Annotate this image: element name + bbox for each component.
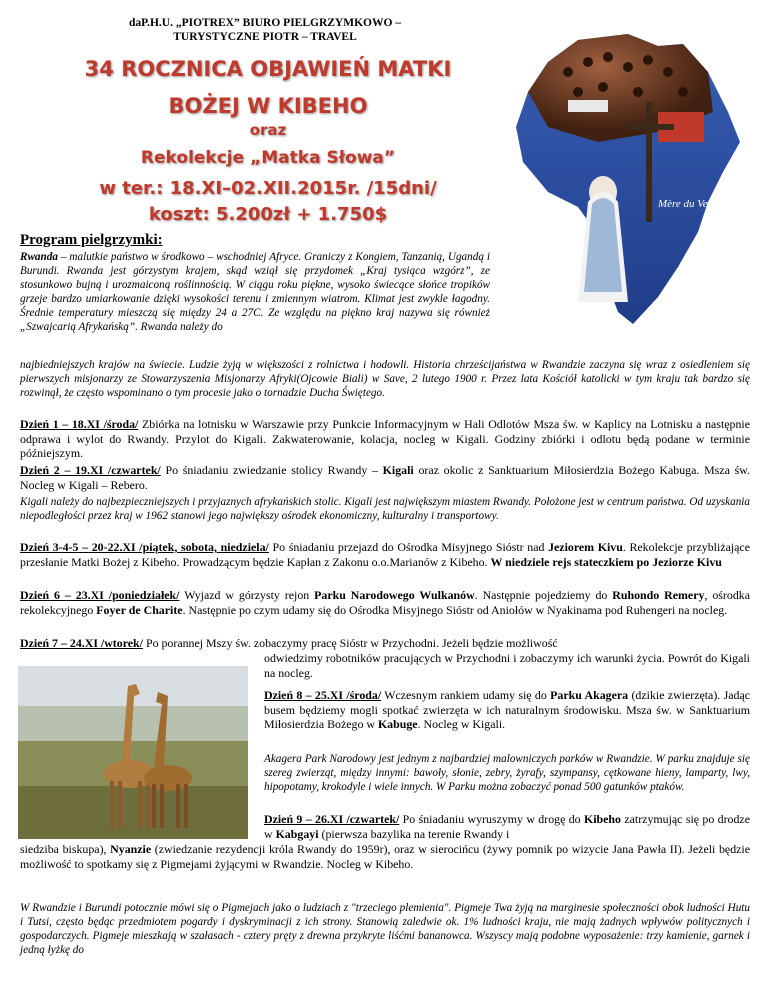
day-2-text-b: oraz okolic z Sanktuarium Miłosierdzia Bożego Kabuga. Msza św. Nocleg w Kigali – Rebero. xyxy=(20,463,750,492)
agency-header xyxy=(20,16,510,44)
day-7-label: Dzień 7 – 24.XI /wtorek/ xyxy=(20,636,143,650)
image-caption: Mère du Verbe xyxy=(658,198,723,210)
day-6-text-c: , ośrodka rekolekcyjnego xyxy=(20,588,750,617)
day-6-text-b: . Następnie pojedziemy do xyxy=(474,588,613,602)
giraffes-image xyxy=(18,666,248,839)
title-line-3: oraz xyxy=(249,121,287,139)
day-8-text-c: . Nocleg w Kigali. xyxy=(417,717,506,732)
akagera-note: Akagera Park Narodowy jest jednym z najbardziej malowniczych parków w Rwandzie. W parku znajduje się szereg zwierząt, między innymi: bawoły, słonie, zebry, żyrafy, szympansy, cętkowane hieny, lamparty, lwy, hipopotamy, krokodyle i wiele innych. W Parku można zobaczyć ponad 500 gatunków ptaków. xyxy=(264,753,750,793)
day-9-rest: siedziba biskupa), Nyanzie (zwiedzanie rezydencji króla Rwandy do 1959r), oraz w sierocińcu (żywy pomnik po wizycie Jana Pawła II). Jeżeli będzie możliwość to spotkamy się z Pigmejami żyjącymi w Rwandzie. Nocleg w Kibeho. xyxy=(20,842,751,871)
day-6-text-d: . Następnie po czym udamy się do Ośrodka Misyjnego Sióstr od Aniołów w Nyakinama pod Ruhengeri na nocleg. xyxy=(182,602,728,617)
title-dates: w ter.: 18.XI–02.XII.2015r. /15dni/ xyxy=(99,178,437,199)
intro-paragraph-narrow xyxy=(20,250,490,334)
day-345-label: Dzień 3-4-5 – 20-22.XI /piątek, sobota, niedziela/ xyxy=(20,540,269,554)
day-345-text-b: . Rekolekcje przybliżające przesłanie Matki Bożej z Kibeho. Prowadzącym będzie Kapłan z Zakonu o.o.Marianów z Kibeho. xyxy=(20,540,750,569)
intro-paragraph-wide: najbiedniejszych krajów na świecie. Ludzie żyją w większości z rolnictwa i hodowli. Historia chrześcijaństwa w Rwandzie zaczyna się wraz z osiedleniem się pierwszych misjonarzy ze Stowarzyszenia Misjonarzy Afryki(Ojcowie Biali) w Save, 2 lutego 1900 r. Przez lata Kościół katolicki w tym kraju tak bardzo się rozwinął, że często wspominano o tym procesie jako o tornadzie Ducha Świętego. xyxy=(20,359,750,399)
day-345-text-a: Po śniadaniu przejazd do Ośrodka Misyjnego Sióstr nad xyxy=(268,540,549,554)
day-6-label: Dzień 6 – 23.XI /poniedziałek/ xyxy=(20,588,180,602)
day-8-text-b: (dzikie zwierzęta). Jadąc busem będziemy mogli spotkać zwierzęta w ich naturalnym środowisku. Msza św. w Sanktuarium Miłosierdzia Bożego w xyxy=(264,688,751,732)
day-8-label: Dzień 8 – 25.XI /środa/ xyxy=(264,688,382,702)
day-2-kigali: Kigali xyxy=(382,463,414,477)
day-6 xyxy=(20,588,750,617)
day-9-first-lines: Dzień 9 – 26.XI /czwartek/ Po śniadaniu wyruszymy w drogę do Kibeho zatrzymując się po drodze w Kabgayi (pierwsza bazylika na terenie Rwandy i xyxy=(264,812,750,841)
day-6-park: Parku Narodowego Wulkanów xyxy=(314,588,475,602)
title-cost: koszt: 5.200zł + 1.750$ xyxy=(148,204,388,225)
day-7-rest: odwiedzimy robotników pracujących w Przychodni i zobaczymy ich warunki życia. Powrót do Kigali na nocleg. xyxy=(264,651,750,680)
day-8-akagera: Parku Akagera xyxy=(550,688,629,702)
day-1 xyxy=(20,417,750,461)
day-345-kivu: Jeziorem Kivu xyxy=(548,540,623,554)
program-heading: Program pielgrzymki: xyxy=(20,232,163,248)
day-9-nyanzie: Nyanzie xyxy=(110,842,152,856)
day-8-text-a: Wczesnym rankiem udamy się do xyxy=(381,688,551,702)
day-8 xyxy=(264,688,750,732)
day-6-ruhondo: Ruhondo Remery xyxy=(612,588,705,602)
agency-line-1: daP.H.U. „PIOTREX” BIURO PIELGRZYMKOWO – xyxy=(128,17,402,29)
intro-rwanda-word: Rwanda xyxy=(20,251,58,263)
day-8-kabuge: Kabuge xyxy=(377,717,418,732)
title-line-2: BOŻEJ W KIBEHO xyxy=(168,94,368,118)
day-3-4-5 xyxy=(20,540,750,569)
day-2 xyxy=(20,463,750,492)
day-2-label: Dzień 2 – 19.XI /czwartek/ xyxy=(20,463,161,477)
day-6-foyer: Foyer de Charite xyxy=(96,602,183,617)
africa-mary-image xyxy=(508,32,748,332)
kigali-note: Kigali należy do najbezpieczniejszych i przyjaznych afrykańskich stolic. Kigali jest największym miastem Rwandy. Położone jest w centrum państwa. Od uzyskania niepodległości przez kraj w 1962 stanowi jego największy ośrodek ekonomiczny, kulturalny i transportowy. xyxy=(20,496,750,522)
day-9-label: Dzień 9 – 26.XI /czwartek/ xyxy=(264,812,400,826)
day-1-label: Dzień 1 – 18.XI /środa/ xyxy=(20,417,139,431)
day-6-text-a: Wyjazd w górzysty rejon xyxy=(179,588,315,602)
day-345-cruise: W niedziele rejs stateczkiem po Jeziorze Kivu xyxy=(490,554,722,569)
pygmy-note: W Rwandzie i Burundi potocznie mówi się o Pigmejach jako o ludziach z "trzeciego plemienia". Pigmeje Twa żyją na marginesie społeczności obok ludności Hutu i Tutsi, często będąc przedmiotem pogardy i dyskryminacji z ich strony. Stanowią zaledwie ok. 1% ludności kraju, nie mają żadnych wpływów politycznych i gospodarczych. Pigmeje mieszkają w szałasach - cztery pręty z drewna przykryte liśćmi bananowca. Wszyscy mają podobne wyposażenie: trzy kamienie, garnek i jedną łyżkę do xyxy=(20,902,750,956)
day-2-text-a: Po śniadaniu zwiedzanie stolicy Rwandy – xyxy=(160,463,383,477)
day-7-first-line: Dzień 7 – 24.XI /wtorek/ Po porannej Mszy św. zobaczymy pracę Sióstr w Przychodni. Jeżeli będzie możliwość xyxy=(20,636,558,650)
title-line-1: 34 ROCZNICA OBJAWIEŃ MATKI xyxy=(84,57,452,81)
agency-line-2: TURYSTYCZNE PIOTR – TRAVEL xyxy=(173,31,357,43)
day-1-text: Zbiórka na lotnisku w Warszawie przy Punkcie Informacyjnym w Hali Odlotów Msza św. w Kaplicy na Lotnisku a następnie odprawa i wylot do Rwandy. Przylot do Kigali. Zakwaterowanie, kolacja, nocleg w Kigali. Godziny zbiórki i odlotu będą podane w terminie późniejszym. xyxy=(20,417,750,461)
intro-text: – malutkie państwo w środkowo – wschodniej Afryce. Graniczy z Kongiem, Tanzanią, Ugandą i Burundi. Rwanda jest górzystym krajem, skąd wziął się przydomek „Kraj tysiąca wzgórz”, ze stosunkowo bujną i urozmaiconą roślinnością. W ciągu roku piękne, wysoko świecące słońce tropików grzeje bardzo umiarkowanie dzięki wysokości terenu i zmiennym wiatrom. Klimat jest zwykle łagodny. Średnie temperatury mieszczą się między 24 a 27C. Ze względu na piękno kraj nazywa się również „Szwajcarią Afrykańską”. Rwanda należy do xyxy=(20,251,490,333)
title-line-4: Rekolekcje „Matka Słowa” xyxy=(140,148,396,168)
